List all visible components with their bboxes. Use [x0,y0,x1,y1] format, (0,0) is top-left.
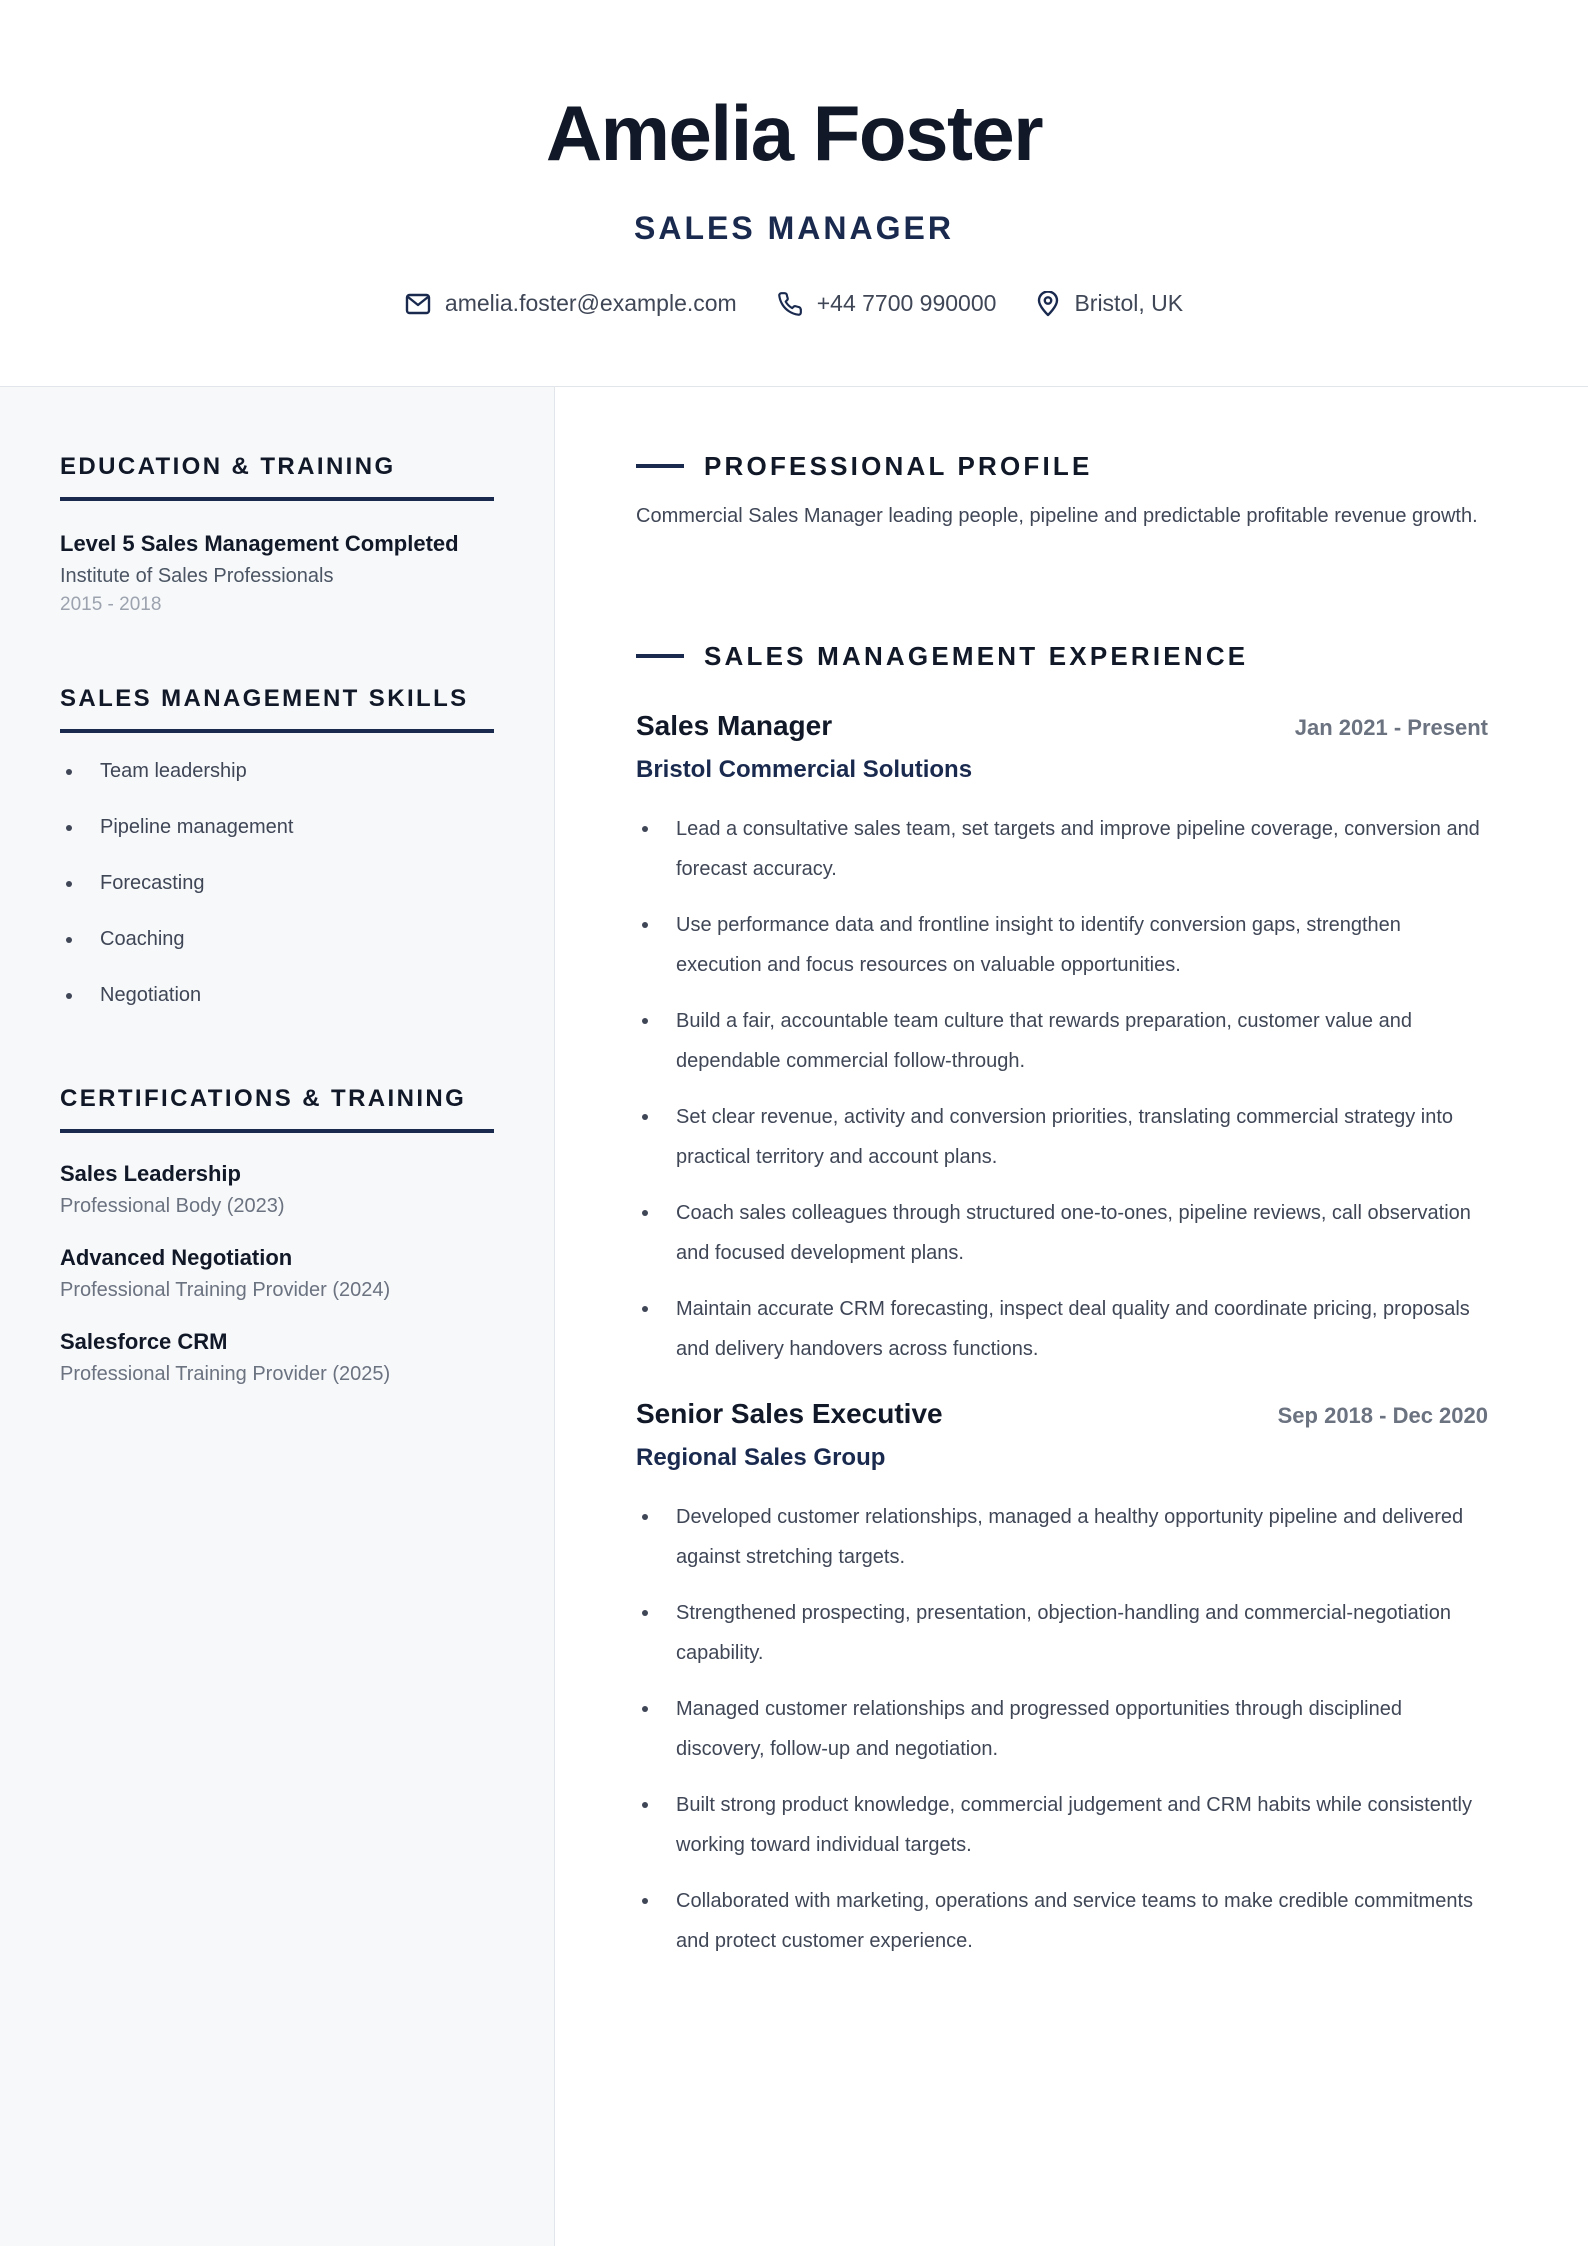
list-item: Use performance data and frontline insight to identify conversion gaps, strengthen execution and focus resources on valuable opportunities. [636,905,1488,985]
email-text: amelia.foster@example.com [444,290,737,316]
job-company: Regional Sales Group [636,1444,886,1471]
sidebar [0,387,555,2246]
profile-heading-text: PROFESSIONAL PROFILE [704,451,1093,481]
list-item: Forecasting [60,865,494,921]
job-company: Bristol Commercial Solutions [636,756,973,783]
list-item: Pipeline management [60,809,494,865]
job-header [636,707,1488,747]
list-item: Negotiation [60,977,494,1033]
certification-name: Salesforce CRM [60,1329,228,1354]
list-item: Collaborated with marketing, operations and service teams to make credible commitments and protect customer experience. [636,1881,1488,1961]
list-item: Coaching [60,921,494,977]
list-item: Developed customer relationships, managed a healthy opportunity pipeline and delivered against stretching targets. [636,1497,1488,1577]
contact-row [0,290,1588,317]
certifications-section [60,1083,494,1389]
candidate-name: Amelia Foster [545,89,1043,177]
certification-org: Professional Training Provider (2025) [60,1363,391,1385]
list-item: Strengthened prospecting, presentation, objection-handling and commercial-negotiation capability. [636,1593,1488,1673]
envelope-icon [405,293,431,315]
list-item: Build a fair, accountable team culture that rewards preparation, customer value and dependable commercial follow-through. [636,1001,1488,1081]
certification-name: Sales Leadership [60,1161,241,1186]
resume-header [0,0,1588,387]
phone-text: +44 7700 990000 [816,290,997,316]
contact-location [1036,290,1183,317]
certification-org: Professional Body (2023) [60,1195,285,1217]
certification-item [60,1243,494,1305]
profile-summary: Commercial Sales Manager leading people, pipeline and predictable profitable revenue growth. [636,505,1478,527]
education-degree: Level 5 Sales Management Completed [60,531,459,556]
experience-heading [636,639,1488,673]
experience-section [636,639,1488,1977]
education-institution: Institute of Sales Professionals [60,565,334,587]
job-title: Senior Sales Executive [636,1398,943,1429]
certification-item [60,1159,494,1221]
profile-section [636,449,1488,533]
job-dates: Sep 2018 - Dec 2020 [1277,1403,1488,1428]
education-heading: EDUCATION & TRAINING [60,451,494,501]
job-header [636,1395,1488,1435]
job-entry [636,1395,1488,1961]
job-bullets [636,1497,1488,1961]
skills-list [60,753,494,1033]
job-entry [636,707,1488,1369]
certifications-heading: CERTIFICATIONS & TRAINING [60,1083,494,1133]
list-item: Managed customer relationships and progressed opportunities through disciplined discovery, follow-up and negotiation. [636,1689,1488,1769]
certification-org: Professional Training Provider (2024) [60,1279,391,1301]
job-title: Sales Manager [636,710,833,741]
heading-accent-bar [636,464,684,468]
certification-name: Advanced Negotiation [60,1245,293,1270]
list-item: Set clear revenue, activity and conversion priorities, translating commercial strategy into practical territory and account plans. [636,1097,1488,1177]
certification-item [60,1327,494,1389]
list-item: Coach sales colleagues through structured one-to-ones, pipeline reviews, call observation and focused development plans. [636,1193,1488,1273]
heading-accent-bar [636,654,684,658]
list-item: Maintain accurate CRM forecasting, inspect deal quality and coordinate pricing, proposals and delivery handovers across functions. [636,1289,1488,1369]
job-title-heading: SALES MANAGER [634,210,954,246]
list-item: Built strong product knowledge, commercial judgement and CRM habits while consistently working toward individual targets. [636,1785,1488,1865]
job-bullets [636,809,1488,1369]
location-text: Bristol, UK [1074,290,1184,316]
list-item: Team leadership [60,753,494,809]
contact-email[interactable] [405,290,737,317]
experience-heading-text: SALES MANAGEMENT EXPERIENCE [704,641,1249,671]
map-pin-icon [1036,291,1060,317]
education-section [60,451,494,619]
skills-section [60,683,494,1033]
job-dates: Jan 2021 - Present [1294,715,1488,740]
education-dates: 2015 - 2018 [60,594,162,615]
profile-heading [636,449,1488,483]
phone-icon [777,291,803,317]
contact-phone[interactable] [777,290,997,317]
skills-heading: SALES MANAGEMENT SKILLS [60,683,494,733]
list-item: Lead a consultative sales team, set targets and improve pipeline coverage, conversion and forecast accuracy. [636,809,1488,889]
